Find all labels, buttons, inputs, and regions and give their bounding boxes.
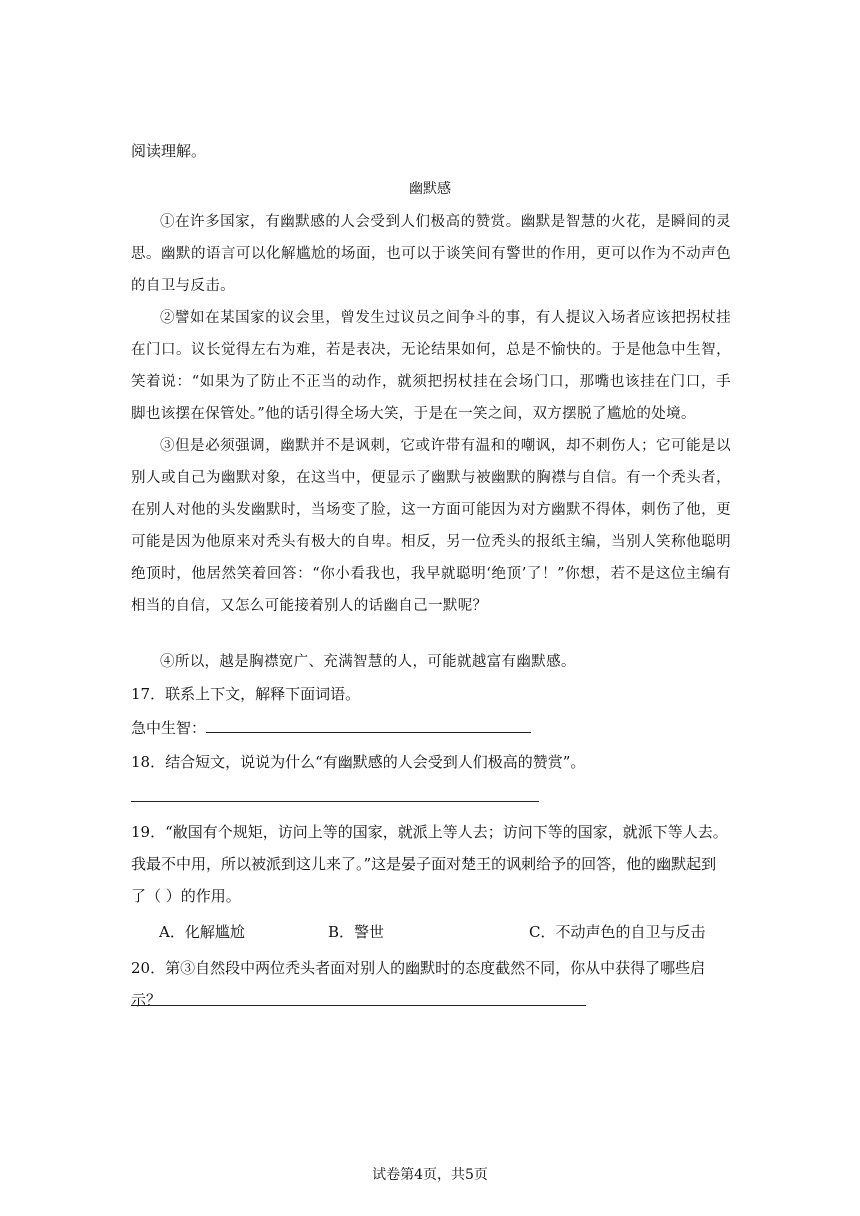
question-19: 19．“敝国有个规矩，访问上等的国家，就派上等人去；访问下等的国家，就派下等人去。我最不中用，所以被派到这儿来了。”这是晏子面对楚王的讽刺给予的回答，他的幽默起到了（ ）的作用。 [131,823,728,905]
question-20-answer-line[interactable] [131,1005,586,1006]
question-17-answer-blank[interactable] [206,716,531,733]
passage-paragraph-4: ④所以，越是胸襟宽广、充满智慧的人，可能就越富有幽默感。 [160,654,576,670]
question-19-option-b[interactable]: B．警世 [328,923,385,941]
question-19-option-a[interactable]: A．化解尴尬 [159,923,245,941]
question-19-options [131,916,731,948]
page-footer: 试卷第4页，共5页 [372,1167,488,1183]
question-20: 20．第③自然段中两位秃头者面对别人的幽默时的态度截然不同，你从中获得了哪些启示？ [131,959,706,1009]
section-intro: 阅读理解。 [131,142,207,160]
passage-paragraph-3: ③但是必须强调，幽默并不是讽刺，它或许带有温和的嘲讽，却不刺伤人；它可能是以别人或自己为幽默对象，在这当中，便显示了幽默与被幽默的胸襟与自信。有一个秃头者，在别人对他的头发幽默时，当场变了脸，这一方面可能因为对方幽默不得体，刺伤了他，更可能是因为他原来对秃头有极大的自卑。相反，另一位秃头的报纸主编，当别人笑称他聪明绝顶时，他居然笑着回答：“你小看我也，我早就聪明‘绝顶’了！”你想，若不是这位主编有相当的自信，又怎么可能接着别人的话幽自己一默呢？ [131,438,731,614]
question-18: 18．结合短文，说说为什么“有幽默感的人会受到人们极高的赞赏”。 [131,753,586,771]
question-17-answer-row [131,712,731,744]
question-17-term: 急中生智： [131,719,207,737]
passage-title: 幽默感 [409,181,451,197]
passage-paragraph-2: ②譬如在某国家的议会里，曾发生过议员之间争斗的事，有人提议入场者应该把拐杖挂在门口。议长觉得左右为难，若是表决，无论结果如何，总是不愉快的。于是他急中生智，笑着说：“如果为了防止不正当的动作，就须把拐杖挂在会场门口，那嘴也该挂在门口，手脚也该摆在保管处。”他的话引得全场大笑，于是在一笑之间，双方摆脱了尴尬的处境。 [131,310,731,422]
passage-paragraph-1: ①在许多国家，有幽默感的人会受到人们极高的赞赏。幽默是智慧的火花，是瞬间的灵思。幽默的语言可以化解尴尬的场面，也可以于谈笑间有警世的作用，更可以作为不动声色的自卫与反击。 [131,214,731,294]
question-18-answer-line[interactable] [131,801,539,802]
question-19-option-c[interactable]: C．不动声色的自卫与反击 [529,923,706,941]
question-17: 17．联系上下文，解释下面词语。 [131,685,361,703]
